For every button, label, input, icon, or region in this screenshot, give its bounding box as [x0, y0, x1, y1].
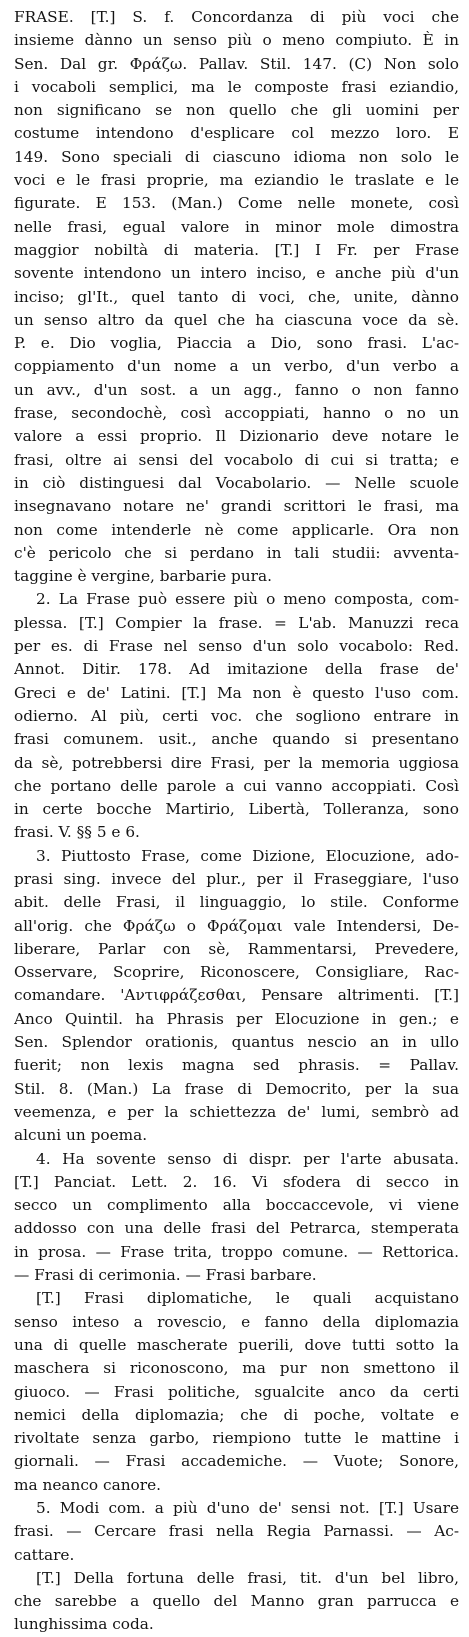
text-line: ma neanco canore.: [14, 1475, 161, 1494]
text-line: figurate. E 153. (Man.) Come nelle monete, così: [14, 194, 459, 213]
text-line: non come intenderle nè come applicarle. Ora non: [14, 520, 459, 539]
dictionary-entry: [14, 6, 459, 1637]
text-line: veemenza, e per la schiettezza de' lumi, sembrò ad: [14, 1102, 459, 1121]
text-line: frasi. V. §§ 5 e 6.: [14, 823, 140, 842]
text-line: 149. Sono speciali di ciascuno idioma non solo le: [14, 147, 459, 166]
text-line: frasi. — Cercare frasi nella Regia Parnassi. — Ac-: [14, 1522, 459, 1541]
text-line: Osservare, Scoprire, Riconoscere, Consigliare, Rac-: [14, 963, 459, 982]
text-line: in prosa. — Frase trita, troppo comune. — Rettorica.: [14, 1242, 459, 1261]
text-line: i vocaboli semplici, ma le composte frasi eziandio,: [14, 77, 459, 96]
text-line: coppiamento d'un nome a un verbo, d'un verbo a: [14, 357, 459, 376]
text-line: nemici della diplomazia; che di poche, voltate e: [14, 1405, 459, 1424]
text-line: che sarebbe a quello del Manno gran parrucca e: [14, 1592, 459, 1611]
text-line: Sen. Dal gr. Φράζω. Pallav. Stil. 147. (C) Non solo: [14, 54, 459, 73]
text-line: senso inteso a rovescio, e fanno della diplomazia: [14, 1312, 459, 1331]
text-line: alcuni un poema.: [14, 1126, 148, 1145]
text-line: cattare.: [14, 1545, 75, 1564]
text-line: voci e le frasi proprie, ma eziandio le traslate e le: [14, 171, 459, 190]
text-line: addosso con una delle frasi del Petrarca, stemperata: [14, 1219, 459, 1238]
text-line: maschera si riconoscono, ma pur non smettono il: [14, 1359, 459, 1378]
text-line: un avv., d'un sost. a un agg., fanno o non fanno: [14, 380, 459, 399]
text-line: Sen. Splendor orationis, quantus nescio an in ullo: [14, 1033, 459, 1052]
text-line: 3. Piuttosto Frase, come Dizione, Elocuzione, ado-: [36, 846, 459, 865]
text-line: 2. La Frase può essere più o meno composta, com-: [36, 590, 459, 609]
text-line: inciso; gl'It., quel tanto di voci, che, unite, dànno: [14, 287, 459, 306]
text-line: che portano delle parole a cui vanno accoppiati. Così: [14, 776, 459, 795]
text-line: 4. Ha sovente senso di dispr. per l'arte abusata.: [36, 1149, 459, 1168]
text-line: per es. di Frase nel senso d'un solo vocabolo: Red.: [14, 637, 459, 656]
text-line: giuoco. — Frasi politiche, sgualcite anco da certi: [14, 1382, 459, 1401]
text-line: lunghissima coda.: [14, 1615, 154, 1634]
text-line: sovente intendono un intero inciso, e anche più d'un: [14, 264, 459, 283]
text-line: [T.] Frasi diplomatiche, le quali acquistano: [36, 1289, 459, 1308]
text-line: [T.] Della fortuna delle frasi, tit. d'un bel libro,: [36, 1568, 459, 1587]
text-line: P. e. Dio voglia, Piaccia a Dio, sono frasi. L'ac-: [14, 334, 459, 353]
text-line: comandare. 'Αντιφράζεσθαι, Pensare altrimenti. [T.]: [14, 986, 459, 1005]
text-line: odierno. Al più, certi voc. che sogliono entrare in: [14, 706, 459, 725]
text-line: un senso altro da quel che ha ciascuna voce da sè.: [14, 310, 459, 329]
text-line: plessa. [T.] Compier la frase. = L'ab. Manuzzi reca: [14, 613, 459, 632]
text-line: una di quelle mascherate puerili, dove tutti sotto la: [14, 1335, 459, 1354]
text-line: nelle frasi, egual valore in minor mole dimostra: [14, 217, 459, 236]
text-line: insieme dànno un senso più o meno compiuto. È in: [14, 31, 459, 50]
text-line: valore a essi proprio. Il Dizionario deve notare le: [14, 427, 459, 446]
text-line: fuerit; non lexis magna sed phrasis. = Pallav.: [14, 1056, 459, 1075]
text-line: liberare, Parlar con sè, Rammentarsi, Prevedere,: [14, 939, 459, 958]
text-line: FRASE. [T.] S. f. Concordanza di più voci che: [14, 8, 459, 26]
text-line: non significano se non quello che gli uomini per: [14, 101, 459, 120]
text-line: insegnavano notare ne' grandi scrittori le frasi, ma: [14, 497, 459, 516]
text-line: in ciò distinguesi dal Vocabolario. — Nelle scuole: [14, 473, 459, 492]
text-line: all'orig. che Φράζω o Φράζομαι vale Intendersi, De-: [14, 916, 459, 935]
text-line: prasi sing. invece del plur., per il Fraseggiare, l'uso: [14, 869, 459, 888]
text-line: abit. delle Frasi, il linguaggio, lo stile. Conforme: [14, 893, 459, 912]
text-line: giornali. — Frasi accademiche. — Vuote; Sonore,: [14, 1452, 459, 1471]
text-line: frase, secondochè, così accoppiati, hanno o no un: [14, 404, 459, 423]
text-line: frasi comunem. usit., anche quando si presentano: [14, 730, 459, 749]
text-line: maggior nobiltà di materia. [T.] I Fr. per Frase: [14, 240, 459, 259]
text-line: Annot. Ditir. 178. Ad imitazione della frase de': [14, 660, 459, 679]
text-line: Greci e de' Latini. [T.] Ma non è questo l'uso com.: [14, 683, 459, 702]
text-line: 5. Modi com. a più d'uno de' sensi not. [T.] Usare: [36, 1499, 459, 1517]
text-line: Anco Quintil. ha Phrasis per Elocuzione in gen.; e: [14, 1009, 459, 1028]
text-line: secco un complimento alla boccaccevole, vi viene: [14, 1196, 459, 1215]
text-line: c'è pericolo che si perdano in tali studii: avventa-: [14, 543, 459, 562]
text-line: Stil. 8. (Man.) La frase di Democrito, per la sua: [14, 1079, 459, 1098]
text-line: da sè, potrebbersi dire Frasi, per la memoria uggiosa: [14, 753, 459, 772]
text-line: in certe bocche Martirio, Libertà, Tolleranza, sono: [14, 800, 459, 819]
text-line: frasi, oltre ai sensi del vocabolo di cui si tratta; e: [14, 450, 459, 469]
text-line: [T.] Panciat. Lett. 2. 16. Vi sfodera di secco in: [14, 1172, 459, 1191]
text-line: — Frasi di cerimonia. — Frasi barbare.: [14, 1266, 317, 1285]
text-line: taggine è vergine, barbarie pura.: [14, 567, 272, 586]
text-line: costume intendono d'esplicare col mezzo loro. E: [14, 124, 459, 143]
text-line: rivoltate senza garbo, riempiono tutte le mattine i: [14, 1429, 459, 1448]
